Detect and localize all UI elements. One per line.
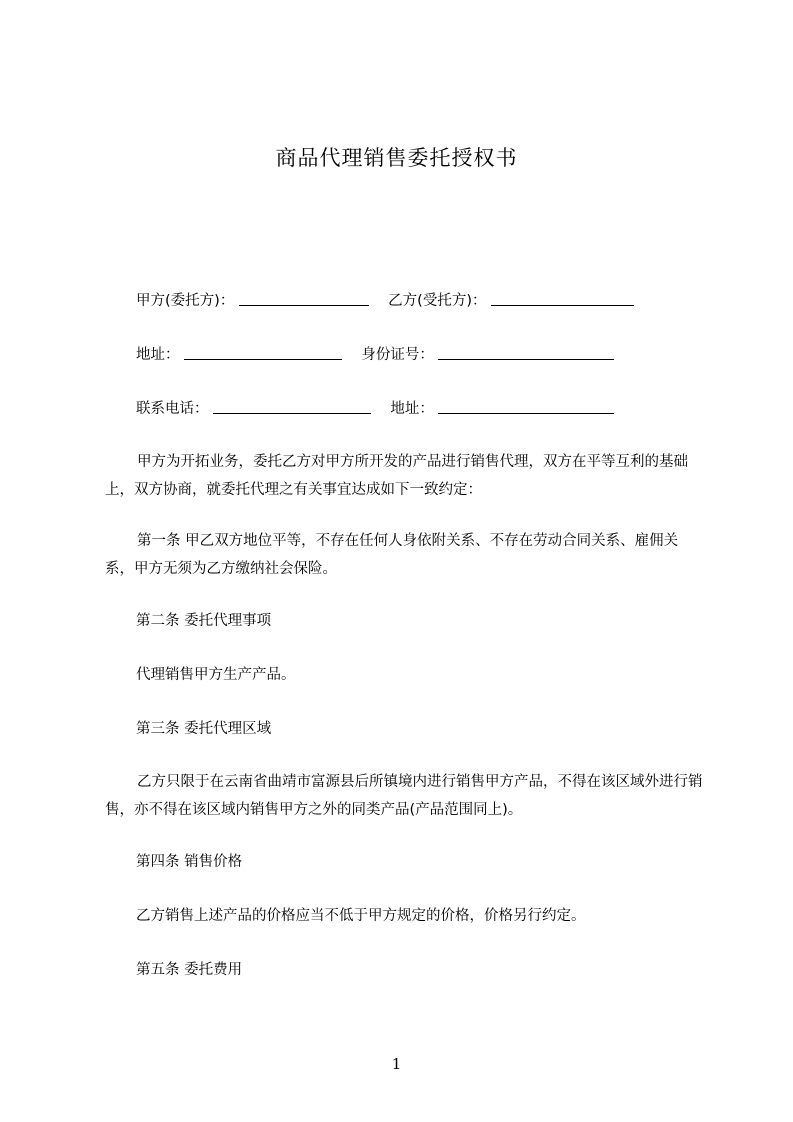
address-blank	[184, 345, 342, 360]
article-4-body: 乙方销售上述产品的价格应当不低于甲方规定的价格，价格另行约定。	[136, 908, 586, 924]
article-2-body: 代理销售甲方生产产品。	[136, 667, 296, 683]
phone-blank	[213, 399, 371, 414]
party-b-label: 乙方(受托方)：	[388, 293, 487, 309]
address-row	[136, 345, 614, 365]
address-label: 地址：	[136, 347, 180, 363]
party-b-blank	[491, 291, 634, 306]
article-1-paragraph: 第一条 甲乙双方地位平等，不存在任何人身依附关系、不存在劳动合同关系、雇佣关系，甲方无须为乙方缴纳社会保险。	[105, 533, 679, 577]
article-3-body: 乙方只限于在云南省曲靖市富源县后所镇境内进行销售甲方产品，不得在该区域外进行销售，亦不得在该区域内销售甲方之外的同类产品(产品范围同上)。	[105, 774, 703, 818]
page-number: 1	[391, 1055, 402, 1073]
id-number-blank	[438, 345, 614, 360]
intro-paragraph: 甲方为开拓业务，委托乙方对甲方所开发的产品进行销售代理，双方在平等互利的基础上，双方协商，就委托代理之有关事宜达成如下一致约定：	[105, 454, 688, 498]
party-a-label: 甲方(委托方)：	[136, 293, 235, 309]
article-3-heading: 第三条 委托代理区域	[136, 721, 272, 737]
phone-row	[136, 399, 614, 419]
id-number-label: 身份证号：	[361, 347, 434, 363]
party-row	[136, 291, 634, 311]
article-5-heading: 第五条 委托费用	[136, 962, 243, 978]
address-2-blank	[438, 399, 614, 414]
article-4-heading: 第四条 销售价格	[136, 854, 243, 870]
document-title: 商品代理销售委托授权书	[275, 146, 518, 170]
phone-label: 联系电话：	[136, 401, 209, 417]
party-a-blank	[239, 291, 369, 306]
address-label-2: 地址：	[390, 401, 434, 417]
article-2-heading: 第二条 委托代理事项	[136, 613, 272, 629]
